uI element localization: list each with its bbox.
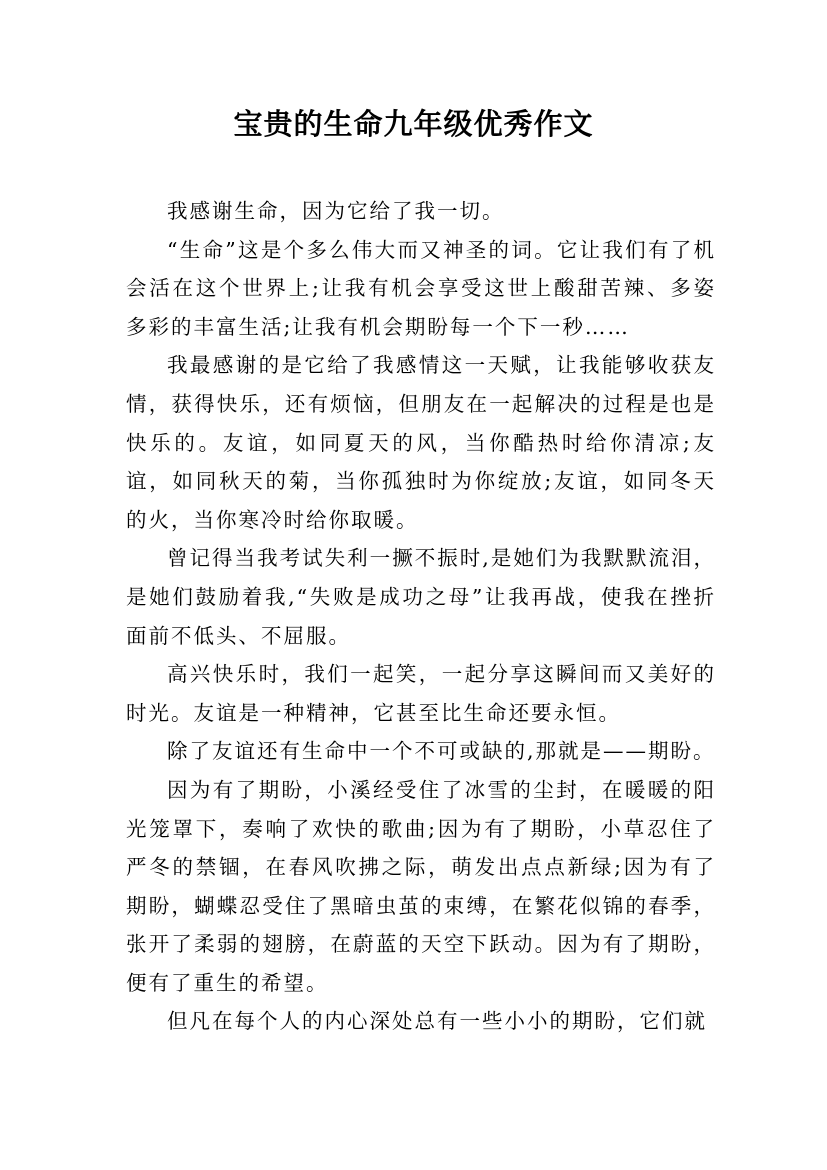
paragraph: “生命”这是个多么伟大而又神圣的词。它让我们有了机会活在这个世界上;让我有机会享受这世上酸甜苦辣、多姿多彩的丰富生活;让我有机会期盼每一个下一秒……: [126, 237, 716, 339]
paragraph: 除了友谊还有生命中一个不可或缺的,那就是——期盼。: [167, 739, 716, 764]
paragraph: 我最感谢的是它给了我感情这一天赋，让我能够收获友情，获得快乐，还有烦恼，但朋友在一起解决的过程是也是快乐的。友谊，如同夏天的风，当你酷热时给你清凉;友谊，如同秋天的菊，当你孤独时为你绽放;友谊，如同冬天的火，当你寒冷时给你取暖。: [126, 353, 716, 532]
paragraph: 但凡在每个人的内心深处总有一些小小的期盼，它们就: [167, 1009, 707, 1034]
paragraph: 因为有了期盼，小溪经受住了冰雪的尘封，在暖暖的阳光笼罩下，奏响了欢快的歌曲;因为有了期盼，小草忍住了严冬的禁锢，在春风吹拂之际，萌发出点点新绿;因为有了期盼，蝴蝶忍受住了黑暗虫茧的束缚，在繁花似锦的春季，张开了柔弱的翅膀，在蔚蓝的天空下跃动。因为有了期盼，便有了重生的希望。: [126, 777, 716, 995]
essay-body: [126, 192, 716, 1041]
paragraph: 高兴快乐时，我们一起笑，一起分享这瞬间而又美好的时光。友谊是一种精神，它甚至比生命还要永恒。: [126, 662, 716, 725]
paragraph: 我感谢生命，因为它给了我一切。: [167, 199, 505, 223]
document-title: 宝贵的生命九年级优秀作文: [233, 107, 594, 141]
paragraph: 曾记得当我考试失利一撅不振时,是她们为我默默流泪，是她们鼓励着我,“失败是成功之母”让我再战，使我在挫折面前不低头、不屈服。: [126, 546, 716, 648]
